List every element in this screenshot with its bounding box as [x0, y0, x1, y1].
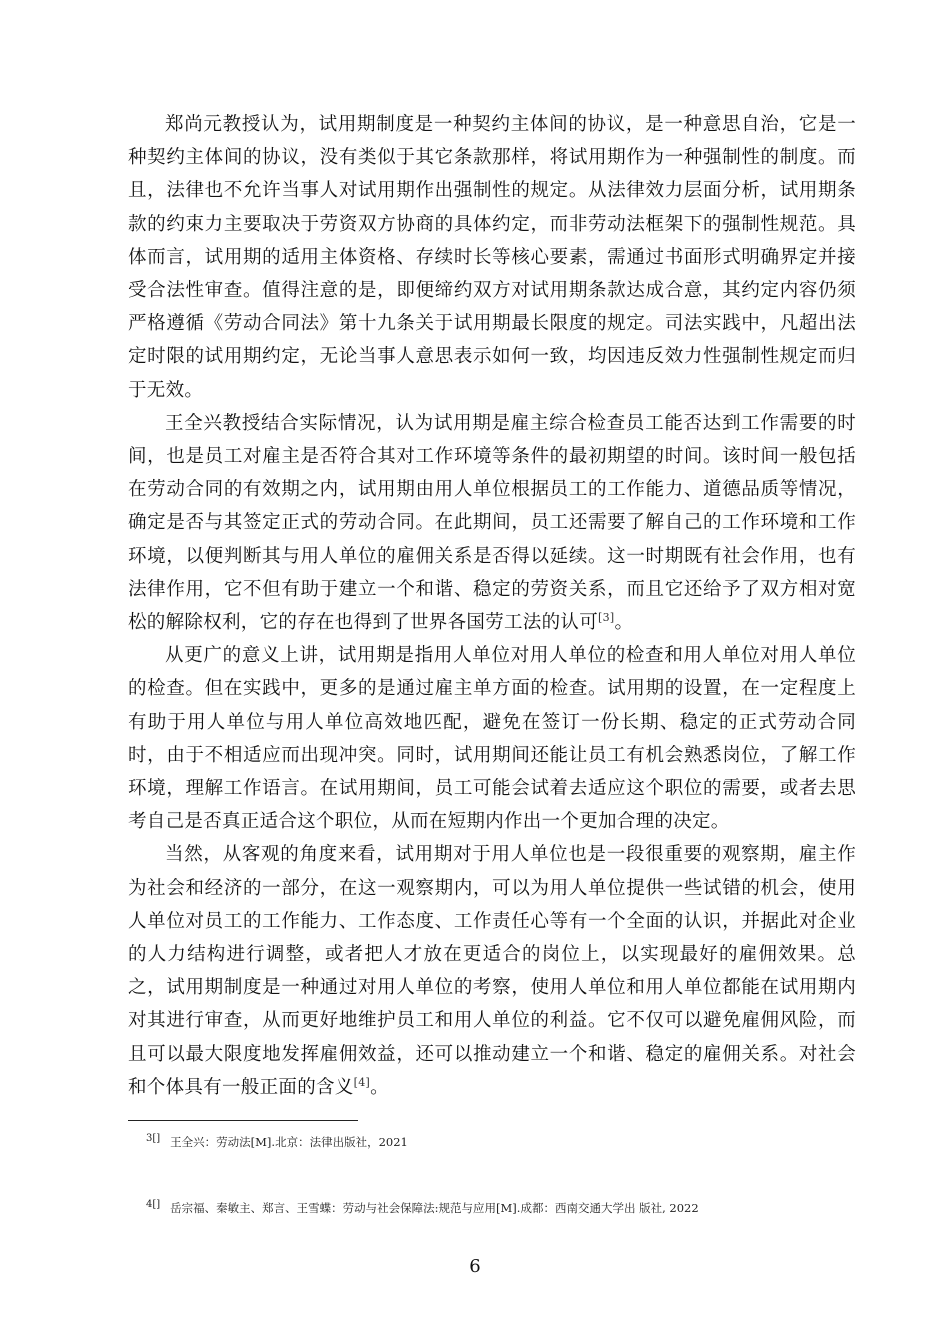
citation-ref-4[interactable]: [4]	[353, 1075, 371, 1089]
footnote-separator	[128, 1120, 358, 1121]
paragraph-1	[128, 108, 856, 407]
footnote-3	[146, 1134, 846, 1150]
document-body	[128, 108, 856, 1104]
footnote-3-mark: 3[]	[146, 1133, 161, 1145]
paragraph-2-text: 王全兴教授结合实际情况，认为试用期是雇主综合检查员工能否达到工作需要的时间，也是员工对雇主是否符合其对工作环境等条件的最初期望的时间。该时间一般包括在劳动合同的有效期之内，试用期由用人单位根据员工的工作能力、道德品质等情况，确定是否与其签定正式的劳动合同。在此期间，员工还需要了解自己的工作环境和工作环境，以便判断其与用人单位的雇佣关系是否得以延续。这一时期既有社会作用，也有法律作用，它不但有助于建立一个和谐、稳定的劳资关系，而且它还给予了双方相对宽松的解除权利，它的存在也得到了世界各国劳工法的认可	[128, 412, 856, 634]
footnote-3-text: 王全兴：劳动法[M].北京：法律出版社，2021	[170, 1135, 408, 1149]
paragraph-4	[128, 838, 856, 1104]
paragraph-3	[128, 639, 856, 838]
page-number: 6	[469, 1256, 481, 1277]
footnote-4-text: 岳宗福、秦敏主、郑言、王雪蝶：劳动与社会保障法:规范与应用[M].成都：西南交通大学出 版社, 2022	[170, 1201, 699, 1215]
citation-ref-3[interactable]: [3]	[598, 610, 615, 624]
paragraph-4-tail: 。	[370, 1076, 389, 1098]
paragraph-3-text: 从更广的意义上讲，试用期是指用人单位对用人单位的检查和用人单位对用人单位的检查。但在实践中，更多的是通过雇主单方面的检查。试用期的设置，在一定程度上有助于用人单位与用人单位高效地匹配，避免在签订一份长期、稳定的正式劳动合同时，由于不相适应而出现冲突。同时，试用期间还能让员工有机会熟悉岗位，了解工作环境，理解工作语言。在试用期间，员工可能会试着去适应这个职位的需要，或者去思考自己是否真正适合这个职位，从而在短期内作出一个更加合理的决定。	[128, 645, 856, 833]
paragraph-2-tail: 。	[614, 612, 634, 634]
footnote-4-mark: 4[]	[146, 1199, 161, 1211]
footnote-4	[146, 1200, 846, 1216]
paragraph-1-text: 郑尚元教授认为，试用期制度是一种契约主体间的协议，是一种意思自治，它是一种契约主体间的协议，没有类似于其它条款那样，将试用期作为一种强制性的制度。而且，法律也不允许当事人对试用期作出强制性的规定。从法律效力层面分析，试用期条款的约束力主要取决于劳资双方协商的具体约定，而非劳动法框架下的强制性规范。具体而言，试用期的适用主体资格、存续时长等核心要素，需通过书面形式明确界定并接受合法性审查。值得注意的是，即便缔约双方对试用期条款达成合意，其约定内容仍须严格遵循《劳动合同法》第十九条关于试用期最长限度的规定。司法实践中，凡超出法定时限的试用期约定，无论当事人意思表示如何一致，均因违反效力性强制性规定而归于无效。	[128, 114, 856, 401]
paragraph-2	[128, 407, 856, 639]
paragraph-4-text: 当然，从客观的角度来看，试用期对于用人单位也是一段很重要的观察期，雇主作为社会和经济的一部分，在这一观察期内，可以为用人单位提供一些试错的机会，使用人单位对员工的工作能力、工作态度、工作责任心等有一个全面的认识，并据此对企业的人力结构进行调整，或者把人才放在更适合的岗位上，以实现最好的雇佣效果。总之，试用期制度是一种通过对用人单位的考察，使用人单位和用人单位都能在试用期内对其进行审查，从而更好地维护员工和用人单位的利益。它不仅可以避免雇佣风险，而且可以最大限度地发挥雇佣效益，还可以推动建立一个和谐、稳定的雇佣关系。对社会和个体具有一般正面的含义	[128, 844, 856, 1098]
